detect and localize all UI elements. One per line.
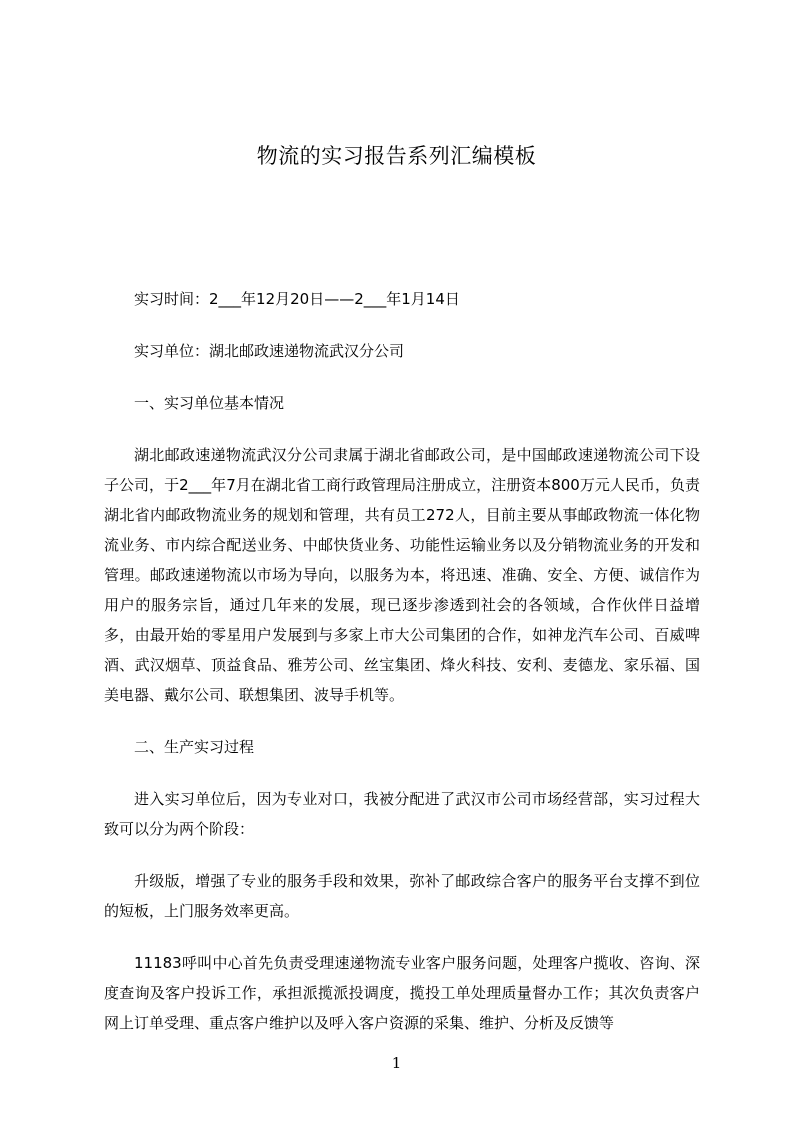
call-center-paragraph: 11183呼叫中心首先负责受理速递物流专业客户服务问题，处理客户揽收、咨询、深度查询及客户投诉工作，承担派揽派投调度，揽投工单处理质量督办工作；其次负责客户网上订单受理、重点客户维护以及呼入客户资源的采集、维护、分析及反馈等 <box>104 954 700 1032</box>
section-heading-2: 二、生产实习过程 <box>134 738 255 756</box>
document-title: 物流的实习报告系列汇编模板 <box>256 144 537 168</box>
internship-unit: 实习单位：湖北邮政速递物流武汉分公司 <box>134 342 405 360</box>
internship-period: 实习时间：2___年12月20日——2___年1月14日 <box>134 290 460 308</box>
page-number: 1 <box>391 1054 402 1072</box>
section-heading-1: 一、实习单位基本情况 <box>134 394 285 412</box>
company-overview-paragraph: 湖北邮政速递物流武汉分公司隶属于湖北省邮政公司，是中国邮政速递物流公司下设子公司，于2___年7月在湖北省工商行政管理局注册成立，注册资本800万元人民币，负责湖北省内邮政物流业务的规划和管理，共有员工272人，目前主要从事邮政物流一体化物流业务、市内综合配送业务、中邮快货业务、功能性运输业务以及分销物流业务的开发和管理。邮政速递物流以市场为导向，以服务为本，将迅速、准确、安全、方便、诚信作为用户的服务宗旨，通过几年来的发展，现已逐步渗透到社会的各领域，合作伙伴日益增多，由最开始的零星用户发展到与多家上市大公司集团的合作，如神龙汽车公司、百威啤酒、武汉烟草、顶益食品、雅芳公司、丝宝集团、烽火科技、安利、麦德龙、家乐福、国美电器、戴尔公司、联想集团、波导手机等。 <box>104 446 700 704</box>
process-intro-paragraph: 进入实习单位后，因为专业对口，我被分配进了武汉市公司市场经营部，实习过程大致可以分为两个阶段： <box>104 790 700 838</box>
upgrade-paragraph: 升级版，增强了专业的服务手段和效果，弥补了邮政综合客户的服务平台支撑不到位的短板，上门服务效率更高。 <box>104 872 700 920</box>
document-body <box>104 284 700 1060</box>
